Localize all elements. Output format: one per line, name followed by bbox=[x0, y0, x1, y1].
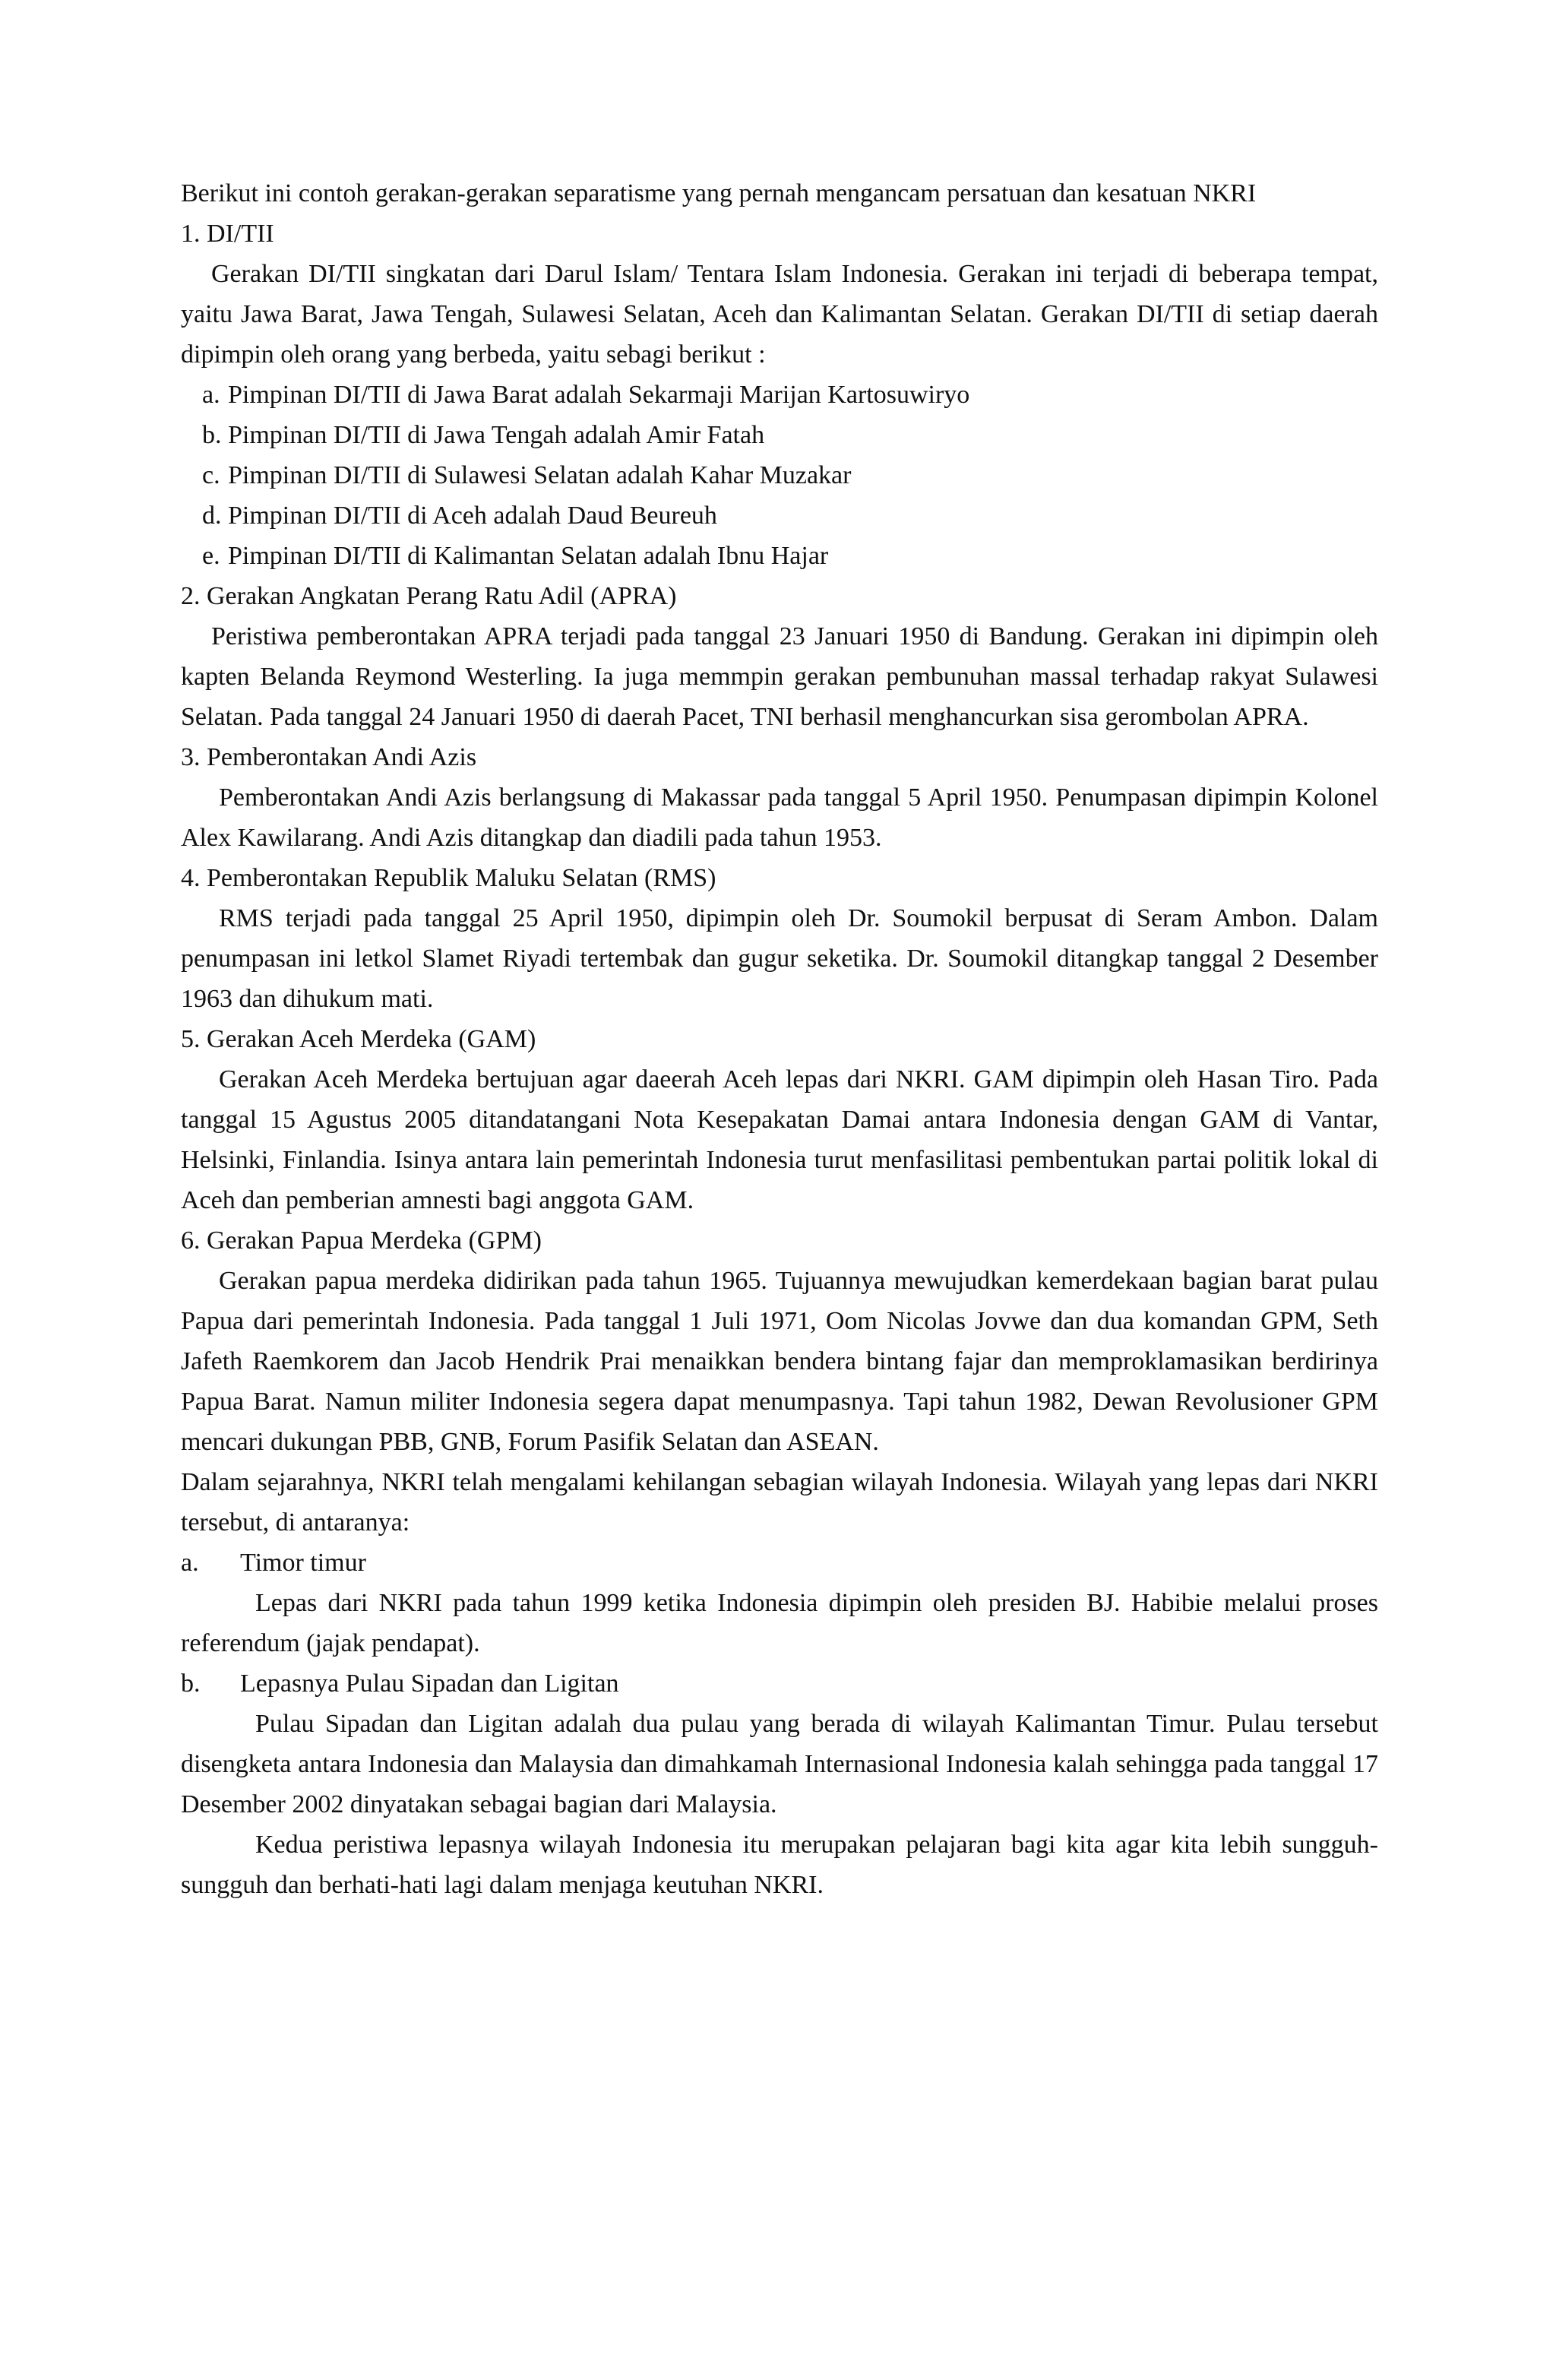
list-item-text: Pimpinan DI/TII di Aceh adalah Daud Beureuh bbox=[228, 502, 717, 530]
territory-letter: a. bbox=[181, 1549, 199, 1577]
section-body-rms: RMS terjadi pada tanggal 25 April 1950, dipimpin oleh Dr. Soumokil berpusat di Seram Ambon. Dalam penumpasan ini letkol Slamet Riyadi tertembak dan gugur seketika. Dr. Soumokil ditangkap tanggal 2 Desember 1963 dan dihukum mati. bbox=[181, 904, 1378, 1013]
list-item bbox=[181, 536, 1378, 576]
territory-body-sipadan-ligitan: Pulau Sipadan dan Ligitan adalah dua pulau yang berada di wilayah Kalimantan Timur. Pulau tersebut disengketa antara Indonesia dan Malaysia dan dimahkamah Internasional Indonesia kalah sehingga pada tanggal 17 Desember 2002 dinyatakan sebagai bagian dari Malaysia. bbox=[181, 1710, 1378, 1818]
list-letter: e. bbox=[202, 542, 220, 570]
section-heading-rms: 4. Pemberontakan Republik Maluku Selatan (RMS) bbox=[181, 864, 716, 892]
territory-heading-text: Timor timur bbox=[240, 1549, 366, 1577]
list-item-text: Pimpinan DI/TII di Jawa Tengah adalah Amir Fatah bbox=[228, 421, 765, 449]
territory-heading-timor-timur bbox=[181, 1543, 1378, 1583]
list-letter: d. bbox=[202, 502, 222, 530]
section-body-gpm: Gerakan papua merdeka didirikan pada tahun 1965. Tujuannya mewujudkan kemerdekaan bagian barat pulau Papua dari pemerintah Indonesia. Pada tanggal 1 Juli 1971, Oom Nicolas Jovwe dan dua komandan GPM, Seth Jafeth Raemkorem dan Jacob Hendrik Prai menaikkan bendera bintang fajar dan memproklamasikan berdirinya Papua Barat. Namun militer Indonesia segera dapat menumpasnya. Tapi tahun 1982, Dewan Revolusioner GPM mencari dukungan PBB, GNB, Forum Pasifik Selatan dan ASEAN. bbox=[181, 1267, 1378, 1456]
document-page bbox=[181, 173, 1378, 1905]
section-body-gam: Gerakan Aceh Merdeka bertujuan agar daeerah Aceh lepas dari NKRI. GAM dipimpin oleh Hasan Tiro. Pada tanggal 15 Agustus 2005 ditandatangani Nota Kesepakatan Damai antara Indonesia dengan GAM di Vantar, Helsinki, Finlandia. Isinya antara lain pemerintah Indonesia turut menfasilitasi pembentukan partai politik lokal di Aceh dan pemberian amnesti bagi anggota GAM. bbox=[181, 1065, 1378, 1214]
list-item bbox=[181, 375, 1378, 415]
list-item bbox=[181, 495, 1378, 536]
list-item-text: Pimpinan DI/TII di Kalimantan Selatan adalah Ibnu Hajar bbox=[228, 542, 829, 570]
territory-heading-sipadan-ligitan bbox=[181, 1663, 1378, 1704]
section-body-apra: Peristiwa pemberontakan APRA terjadi pada tanggal 23 Januari 1950 di Bandung. Gerakan ini dipimpin oleh kapten Belanda Reymond Westerling. Ia juga memmpin gerakan pembunuhan massal terhadap rakyat Sulawesi Selatan. Pada tanggal 24 Januari 1950 di daerah Pacet, TNI berhasil menghancurkan sisa gerombolan APRA. bbox=[181, 622, 1378, 731]
di-tii-leaders-list bbox=[181, 375, 1378, 576]
section-heading-apra: 2. Gerakan Angkatan Perang Ratu Adil (APRA) bbox=[181, 582, 677, 610]
list-item bbox=[181, 455, 1378, 495]
section-heading-di-tii: 1. DI/TII bbox=[181, 220, 274, 248]
section-body-andi-azis: Pemberontakan Andi Azis berlangsung di Makassar pada tanggal 5 April 1950. Penumpasan dipimpin Kolonel Alex Kawilarang. Andi Azis ditangkap dan diadili pada tahun 1953. bbox=[181, 783, 1378, 852]
list-letter: a. bbox=[202, 381, 220, 409]
territory-body-timor-timur: Lepas dari NKRI pada tahun 1999 ketika Indonesia dipimpin oleh presiden BJ. Habibie melalui proses referendum (jajak pendapat). bbox=[181, 1589, 1378, 1657]
list-item-text: Pimpinan DI/TII di Jawa Barat adalah Sekarmaji Marijan Kartosuwiryo bbox=[228, 381, 970, 409]
territory-letter: b. bbox=[181, 1669, 201, 1698]
list-letter: c. bbox=[202, 461, 220, 489]
section-heading-gpm: 6. Gerakan Papua Merdeka (GPM) bbox=[181, 1226, 542, 1255]
territory-intro-paragraph: Dalam sejarahnya, NKRI telah mengalami kehilangan sebagian wilayah Indonesia. Wilayah yang lepas dari NKRI tersebut, di antaranya: bbox=[181, 1468, 1378, 1537]
section-heading-andi-azis: 3. Pemberontakan Andi Azis bbox=[181, 743, 477, 771]
list-letter: b. bbox=[202, 421, 222, 449]
section-body-di-tii: Gerakan DI/TII singkatan dari Darul Islam/ Tentara Islam Indonesia. Gerakan ini terjadi di beberapa tempat, yaitu Jawa Barat, Jawa Tengah, Sulawesi Selatan, Aceh dan Kalimantan Selatan. Gerakan DI/TII di setiap daerah dipimpin oleh orang yang berbeda, yaitu sebagi berikut : bbox=[181, 260, 1378, 369]
closing-paragraph: Kedua peristiwa lepasnya wilayah Indonesia itu merupakan pelajaran bagi kita agar kita lebih sungguh-sungguh dan berhati-hati lagi dalam menjaga keutuhan NKRI. bbox=[181, 1831, 1378, 1899]
intro-paragraph: Berikut ini contoh gerakan-gerakan separatisme yang pernah mengancam persatuan dan kesatuan NKRI bbox=[181, 179, 1257, 207]
section-heading-gam: 5. Gerakan Aceh Merdeka (GAM) bbox=[181, 1025, 536, 1053]
territory-heading-text: Lepasnya Pulau Sipadan dan Ligitan bbox=[240, 1669, 619, 1698]
list-item-text: Pimpinan DI/TII di Sulawesi Selatan adalah Kahar Muzakar bbox=[228, 461, 852, 489]
list-item bbox=[181, 415, 1378, 455]
